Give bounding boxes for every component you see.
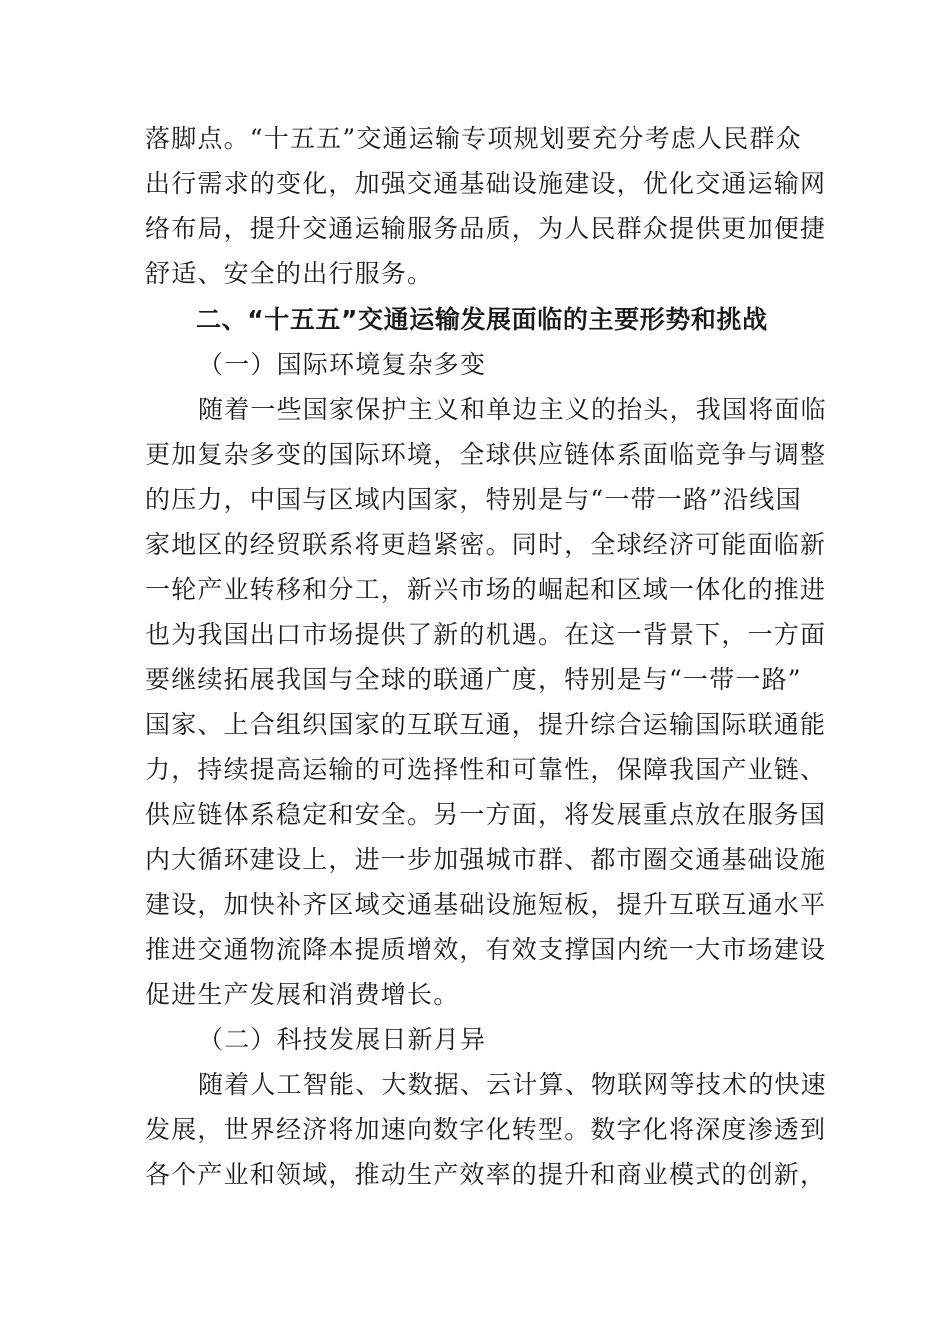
paragraph-line: 内大循环建设上，进一步加强城市群、都市圈交通基础设施: [145, 845, 827, 874]
paragraph-line: 络布局，提升交通运输服务品质，为人民群众提供更加便捷: [145, 214, 827, 243]
paragraph-line: 推进交通物流降本提质增效，有效支撑国内统一大市场建设: [145, 935, 827, 964]
section-heading: 二、“十五五”交通运输发展面临的主要形势和挑战: [196, 305, 768, 334]
paragraph-line: 家地区的经贸联系将更趋紧密。同时，全球经济可能面临新: [145, 530, 827, 559]
paragraph-line: 更加复杂多变的国际环境，全球供应链体系面临竞争与调整: [145, 440, 827, 469]
paragraph-line: 的压力，中国与区域内国家，特别是与“一带一路”沿线国: [145, 485, 802, 514]
paragraph-line: 出行需求的变化，加强交通基础设施建设，优化交通运输网: [145, 169, 827, 198]
paragraph-line: 随着人工智能、大数据、云计算、物联网等技术的快速: [198, 1070, 827, 1099]
paragraph-line: 要继续拓展我国与全球的联通广度，特别是与“一带一路”: [145, 665, 802, 694]
paragraph-line: 落脚点。“十五五”交通运输专项规划要充分考虑人民群众: [145, 124, 802, 153]
paragraph-line: 舒适、安全的出行服务。: [145, 259, 434, 288]
paragraph-line: 力，持续提高运输的可选择性和可靠性，保障我国产业链、: [145, 755, 827, 784]
paragraph-line: 发展，世界经济将加速向数字化转型。数字化将深度渗透到: [145, 1115, 827, 1144]
paragraph-line: 促进生产发展和消费增长。: [145, 980, 460, 1009]
paragraph-line: 随着一些国家保护主义和单边主义的抬头，我国将面临: [198, 395, 827, 424]
paragraph-line: 一轮产业转移和分工，新兴市场的崛起和区域一体化的推进: [145, 575, 827, 604]
paragraph-line: 供应链体系稳定和安全。另一方面，将发展重点放在服务国: [145, 800, 827, 829]
paragraph-line: 建设，加快补齐区域交通基础设施短板，提升互联互通水平: [145, 890, 827, 919]
subsection-heading: （二）科技发展日新月异: [198, 1025, 487, 1054]
subsection-heading: （一）国际环境复杂多变: [198, 350, 487, 379]
paragraph-line: 也为我国出口市场提供了新的机遇。在这一背景下，一方面: [145, 620, 827, 649]
paragraph-line: 各个产业和领域，推动生产效率的提升和商业模式的创新，: [145, 1160, 827, 1189]
paragraph-line: 国家、上合组织国家的互联互通，提升综合运输国际联通能: [145, 710, 827, 739]
